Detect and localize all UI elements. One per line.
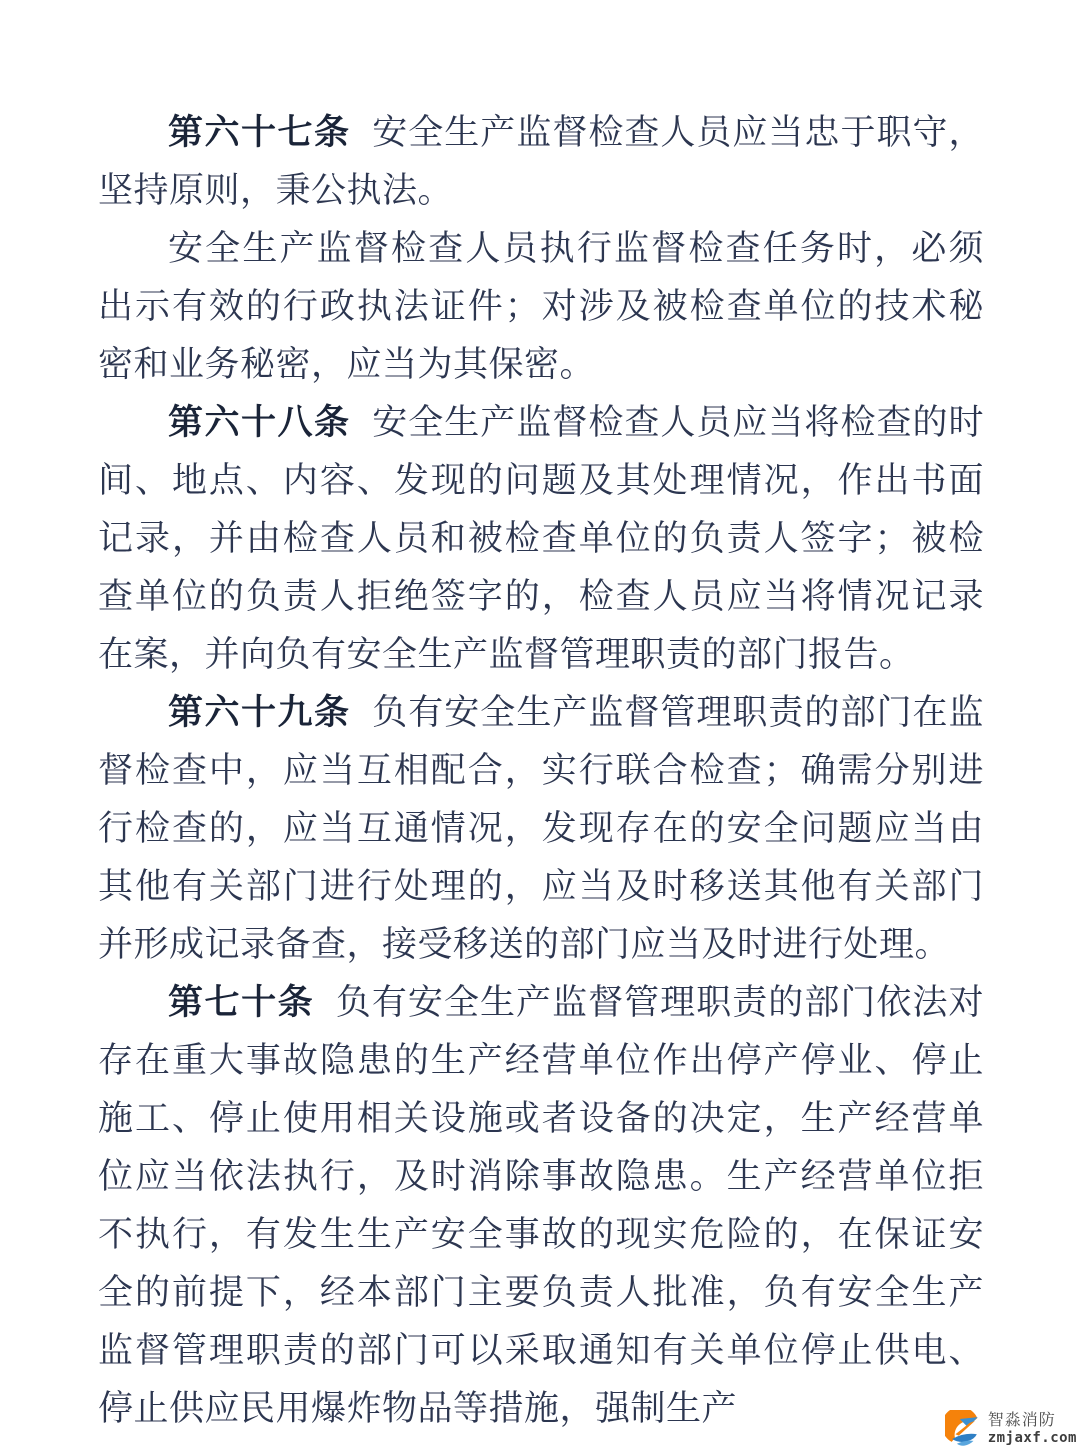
article-67-paragraph-2 — [98, 220, 984, 394]
watermark-domain: zmjaxf.com — [987, 1430, 1077, 1446]
watermark-brand-name: 智淼消防 — [987, 1412, 1056, 1429]
article-67-paragraph-1 — [98, 104, 984, 220]
article-67-number: 第六十七条 — [168, 113, 351, 152]
article-69-number: 第六十九条 — [168, 693, 351, 732]
watermark — [945, 1410, 1077, 1448]
article-67-paragraph-2-text: 安全生产监督检查人员执行监督检查任务时，必须出示有效的行政执法证件；对涉及被检查单位的技术秘密和业务秘密，应当为其保密。 — [98, 229, 984, 384]
article-70-text: 负有安全生产监督管理职责的部门依法对存在重大事故隐患的生产经营单位作出停产停业、停止施工、停止使用相关设施或者设备的决定，生产经营单位应当依法执行，及时消除事故隐患。生产经营单位拒不执行，有发生生产安全事故的现实危险的，在保证安全的前提下，经本部门主要负责人批准，负有安全生产监督管理职责的部门可以采取通知有关单位停止供电、停止供应民用爆炸物品等措施，强制生产 — [98, 983, 984, 1428]
article-68-paragraph — [98, 394, 984, 684]
article-70-number: 第七十条 — [168, 983, 315, 1022]
article-69-paragraph — [98, 684, 984, 974]
article-70-paragraph — [98, 974, 984, 1438]
article-67-text: 安全生产监督检查人员应当忠于职守，坚持原则，秉公执法。 — [98, 113, 984, 210]
article-69-text: 负有安全生产监督管理职责的部门在监督检查中，应当互相配合，实行联合检查；确需分别进行检查的，应当互通情况，发现存在的安全问题应当由其他有关部门进行处理的，应当及时移送其他有关部门并形成记录备查，接受移送的部门应当及时进行处理。 — [98, 693, 984, 964]
article-68-text: 安全生产监督检查人员应当将检查的时间、地点、内容、发现的问题及其处理情况，作出书面记录，并由检查人员和被检查单位的负责人签字；被检查单位的负责人拒绝签字的，检查人员应当将情况记录在案，并向负有安全生产监督管理职责的部门报告。 — [98, 403, 984, 674]
article-68-number: 第六十八条 — [168, 403, 351, 442]
article-text-block — [98, 104, 984, 1438]
watermark-text — [988, 1412, 1077, 1446]
fire-protection-logo-icon — [945, 1410, 983, 1448]
